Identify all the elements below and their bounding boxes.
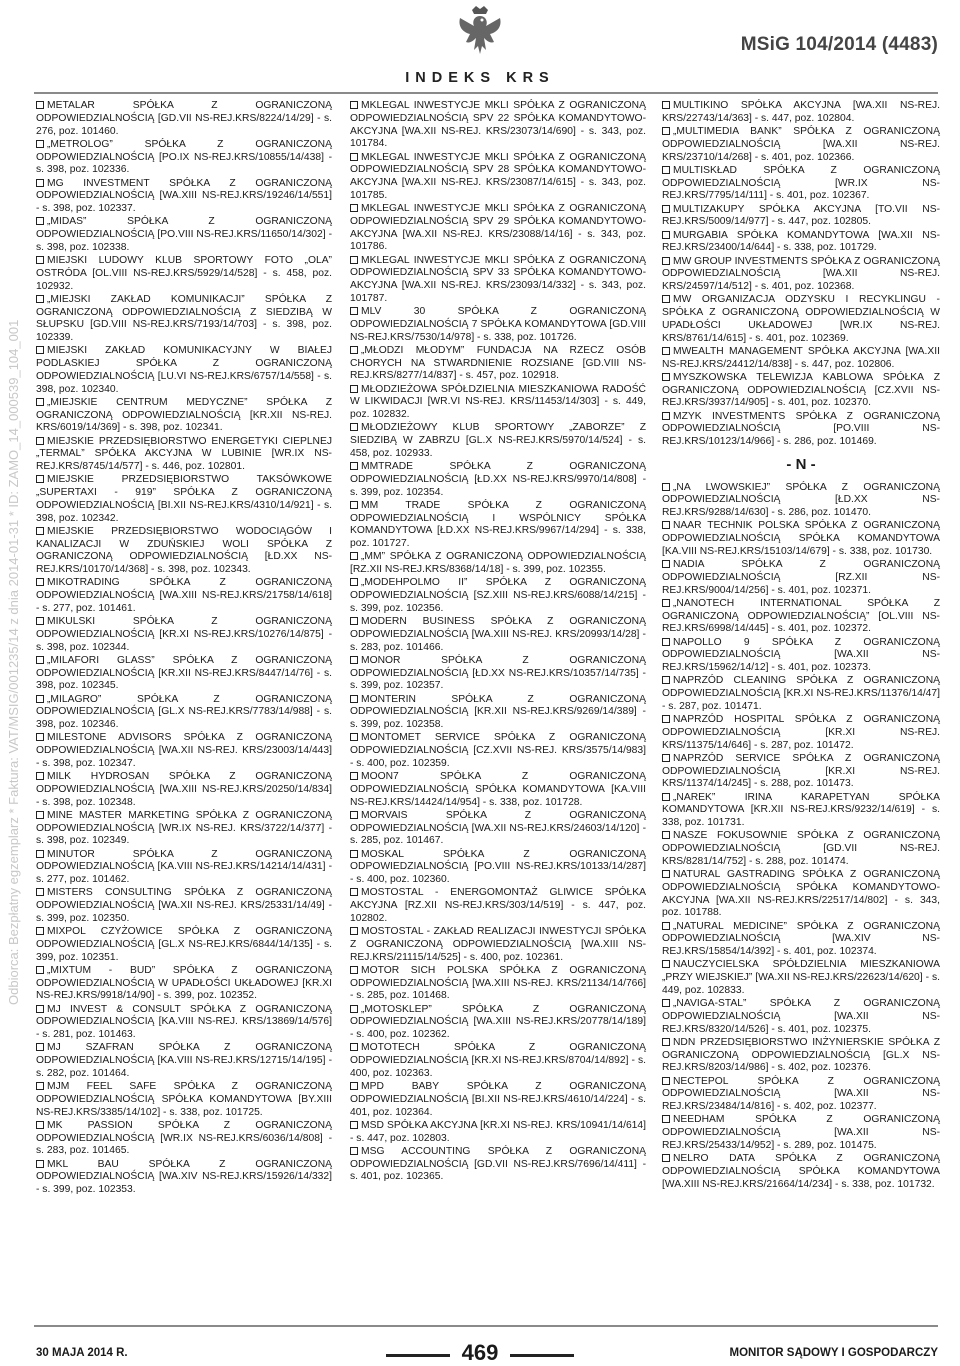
checkbox-bullet-icon bbox=[662, 521, 670, 529]
index-entry bbox=[662, 165, 940, 203]
checkbox-bullet-icon bbox=[662, 166, 670, 174]
index-entry bbox=[662, 792, 940, 830]
checkbox-bullet-icon bbox=[36, 811, 44, 819]
entry-text: NAPRZÓD HOSPITAL SPÓŁKA Z OGRANICZONĄ ODPOWIEDZIALNOŚCIĄ [KR.XI NS-REJ. KRS/11375/14/646] - s. 287, poz. 101472. bbox=[662, 714, 940, 751]
index-entry bbox=[350, 1146, 646, 1184]
entry-text: MSD SPÓŁKA AKCYJNA [KR.XI NS-REJ. KRS/10941/14/614] - s. 447, poz. 102803. bbox=[350, 1119, 646, 1144]
checkbox-bullet-icon bbox=[662, 231, 670, 239]
entry-text: „MIXTUM - BUD” SPÓŁKA Z OGRANICZONĄ ODPOWIEDZIALNOŚCIĄ W UPADŁOŚCI UKŁADOWEJ [KR.XI NS-REJ.KRS/9918/14/90] - s. 399, poz. 102352. bbox=[36, 964, 332, 1002]
checkbox-bullet-icon bbox=[36, 179, 44, 187]
entry-text: „MOTOSKLEP” SPÓŁKA Z OGRANICZONĄ ODPOWIEDZIALNOŚCIĄ [WA.XIII NS-REJ.KRS/20778/14/189] - s. 400, poz. 102362. bbox=[350, 1003, 646, 1040]
checkbox-bullet-icon bbox=[662, 999, 670, 1007]
entry-text: MIEJSKIE PRZEDSIĘBIORSTWO ENERGETYKI CIEPLNEJ „TERMAL” SPÓŁKA AKCYJNA W LUBINIE [WR.IX NS-REJ.KRS/8745/14/577] - s. 446, poz. 102801. bbox=[36, 435, 332, 472]
checkbox-bullet-icon bbox=[350, 850, 358, 858]
checkbox-bullet-icon bbox=[662, 560, 670, 568]
checkbox-bullet-icon bbox=[350, 578, 358, 586]
entry-text: MKLEGAL INWESTYCJE MKLI SPÓŁKA Z OGRANICZONĄ ODPOWIEDZIALNOŚCIĄ SPV 28 SPÓŁKA KOMANDYTOWO-AKCYJNA [WA.XII NS-REJ. KRS/23087/14/615] - s. 343, poz. 101785. bbox=[350, 151, 646, 201]
index-entry bbox=[36, 1159, 332, 1197]
index-entry bbox=[350, 694, 646, 732]
checkbox-bullet-icon bbox=[350, 101, 358, 109]
entry-text: „NA LWOWSKIEJ” SPÓŁKA Z OGRANICZONĄ ODPOWIEDZIALNOŚCIĄ [ŁD.XX NS-REJ.KRS/9288/14/630] - s. 286, poz. 101470. bbox=[662, 481, 940, 518]
index-entry bbox=[36, 577, 332, 615]
index-entry bbox=[36, 616, 332, 654]
index-entry bbox=[36, 474, 332, 525]
entry-text: MONTERIN SPÓŁKA Z OGRANICZONĄ ODPOWIEDZIALNOŚCIĄ [KR.XII NS-REJ.KRS/9269/14/389] - s. 399, poz. 102358. bbox=[350, 693, 646, 730]
checkbox-bullet-icon bbox=[36, 850, 44, 858]
index-entry bbox=[36, 178, 332, 216]
index-entry bbox=[350, 422, 646, 460]
checkbox-bullet-icon bbox=[350, 772, 358, 780]
index-entry bbox=[350, 887, 646, 925]
checkbox-bullet-icon bbox=[350, 733, 358, 741]
index-entry bbox=[662, 126, 940, 164]
entry-text: MZYK INVESTMENTS SPÓŁKA Z OGRANICZONĄ ODPOWIEDZIALNOŚCIĄ [PO.VIII NS-REJ.KRS/10123/14/966] - s. 286, poz. 101469. bbox=[662, 410, 940, 447]
checkbox-bullet-icon bbox=[662, 676, 670, 684]
index-entry bbox=[36, 926, 332, 964]
entry-text: MKLEGAL INWESTYCJE MKLI SPÓŁKA Z OGRANICZONĄ ODPOWIEDZIALNOŚCIĄ SPV 33 SPÓŁKA KOMANDYTOWO-AKCYJNA [WA.XII NS-REJ. KRS/23093/14/332] - s. 343, poz. 101787. bbox=[350, 254, 646, 304]
index-column-1 bbox=[36, 100, 332, 1197]
checkbox-bullet-icon bbox=[662, 922, 670, 930]
index-entry bbox=[662, 559, 940, 597]
checkbox-bullet-icon bbox=[36, 927, 44, 935]
checkbox-bullet-icon bbox=[662, 1115, 670, 1123]
polish-eagle-emblem-icon bbox=[452, 2, 508, 62]
index-entry bbox=[36, 965, 332, 1003]
entry-text: NATURAL GASTRADING SPÓŁKA Z OGRANICZONĄ ODPOWIEDZIALNOŚCIĄ SPÓŁKA KOMANDYTOWO-AKCYJNA [WA.XII NS-REJ.KRS/22517/14/802] - s. 343, poz. 101788. bbox=[662, 869, 940, 919]
index-entry bbox=[36, 1120, 332, 1158]
index-entry bbox=[350, 1004, 646, 1042]
index-entry bbox=[36, 345, 332, 396]
checkbox-bullet-icon bbox=[662, 599, 670, 607]
page-dash-right bbox=[510, 1354, 574, 1357]
index-entry bbox=[662, 921, 940, 959]
index-entry bbox=[662, 598, 940, 636]
checkbox-bullet-icon bbox=[36, 1082, 44, 1090]
index-entry bbox=[36, 732, 332, 770]
checkbox-bullet-icon bbox=[350, 423, 358, 431]
entry-text: NAPRZÓD SERVICE SPÓŁKA Z OGRANICZONĄ ODPOWIEDZIALNOŚCIĄ [KR.XI NS-REJ. KRS/11374/14/245] - s. 288, poz. 101473. bbox=[662, 752, 940, 790]
entry-text: NAAR TECHNIK POLSKA SPÓŁKA Z OGRANICZONĄ ODPOWIEDZIALNOŚCIĄ SPÓŁKA KOMANDYTOWA [KA.VIII NS-REJ.KRS/15103/14/679] - s. 338, poz. 101730. bbox=[662, 520, 940, 557]
entry-text: MOON7 SPÓŁKA Z OGRANICZONĄ ODPOWIEDZIALNOŚCIĄ SPÓŁKA KOMANDYTOWA [KA.VIII NS-REJ.KRS/14424/14/954] - s. 338, poz. 101728. bbox=[350, 771, 646, 808]
index-entry bbox=[36, 1081, 332, 1119]
index-entry bbox=[36, 526, 332, 577]
checkbox-bullet-icon bbox=[350, 1043, 358, 1051]
entry-text: MOTOTECH SPÓŁKA Z OGRANICZONĄ ODPOWIEDZIALNOŚCIĄ [KR.XI NS-REJ.KRS/8704/14/892] - s. 400, poz. 102363. bbox=[350, 1042, 646, 1079]
checkbox-bullet-icon bbox=[36, 398, 44, 406]
checkbox-bullet-icon bbox=[662, 257, 670, 265]
index-entry bbox=[662, 1114, 940, 1152]
index-entry bbox=[662, 637, 940, 675]
entry-text: MINUTOR SPÓŁKA Z OGRANICZONĄ ODPOWIEDZIALNOŚCIĄ [KA.VIII NS-REJ.KRS/14214/14/431] - s. 277, poz. 101462. bbox=[36, 848, 332, 885]
index-entry bbox=[350, 577, 646, 615]
index-entry bbox=[36, 694, 332, 732]
checkbox-bullet-icon bbox=[662, 483, 670, 491]
index-entry bbox=[36, 655, 332, 693]
index-entry bbox=[350, 732, 646, 770]
entry-text: MURGABIA SPÓŁKA KOMANDYTOWA [WA.XII NS-REJ.KRS/23400/14/644] - s. 338, poz. 101729. bbox=[662, 229, 940, 254]
checkbox-bullet-icon bbox=[350, 695, 358, 703]
checkbox-bullet-icon bbox=[350, 1121, 358, 1129]
checkbox-bullet-icon bbox=[36, 966, 44, 974]
entry-text: MG INVESTMENT SPÓŁKA Z OGRANICZONĄ ODPOWIEDZIALNOŚCIĄ [WA.XIII NS-REJ.KRS/19246/14/551] - s. 398, poz. 102337. bbox=[36, 177, 332, 214]
checkbox-bullet-icon bbox=[662, 793, 670, 801]
entry-text: MM TRADE SPÓŁKA Z OGRANICZONĄ ODPOWIEDZIALNOŚCIĄ I WSPÓLNICY SPÓŁKA KOMANDYTOWA [ŁD.XX NS-REJ.KRS/9967/14/294] - s. 338, poz. 101727. bbox=[350, 499, 646, 549]
index-entry bbox=[36, 436, 332, 474]
checkbox-bullet-icon bbox=[36, 295, 44, 303]
index-entry bbox=[36, 100, 332, 138]
index-column-2 bbox=[350, 100, 646, 1185]
checkbox-bullet-icon bbox=[662, 373, 670, 381]
checkbox-bullet-icon bbox=[662, 715, 670, 723]
index-entry bbox=[350, 255, 646, 306]
checkbox-bullet-icon bbox=[662, 412, 670, 420]
entry-text: MOTOR SICH POLSKA SPÓŁKA Z OGRANICZONĄ ODPOWIEDZIALNOŚCIĄ [WA.XIII NS-REJ. KRS/21134/14/766] - s. 285, poz. 101468. bbox=[350, 964, 646, 1002]
checkbox-bullet-icon bbox=[350, 811, 358, 819]
entry-text: NELRO DATA SPÓŁKA Z OGRANICZONĄ ODPOWIEDZIALNOŚCIĄ SPÓŁKA KOMANDYTOWA [WA.XIII NS-REJ.KRS/21664/14/234] - s. 338, poz. 101732. bbox=[662, 1153, 940, 1190]
entry-text: MINE MASTER MARKETING SPÓŁKA Z OGRANICZONĄ ODPOWIEDZIALNOŚCIĄ [WR.IX NS-REJ. KRS/3722/14/377] - s. 398, poz. 102349. bbox=[36, 809, 332, 847]
entry-text: „NANOTECH INTERNATIONAL SPÓŁKA Z OGRANICZONĄ ODPOWIEDZIALNOŚCIĄ” [OL.VIII NS-REJ.KRS/6998/14/445] - s. 401, poz. 102372. bbox=[662, 597, 940, 635]
entry-text: MIEJSKI LUDOWY KLUB SPORTOWY FOTO „OLA” OSTRÓDA [OL.VIII NS-REJ.KRS/5929/14/528] - s. 458, poz. 102932. bbox=[36, 255, 332, 292]
entry-text: „MŁODZI MŁODYM” FUNDACJA NA RZECZ OSÓB CHORYCH NA STWARDNIENIE ROZSIANE [GD.VIII NS-REJ.KRS/8277/14/837] - s. 457, poz. 102918. bbox=[350, 344, 646, 382]
checkbox-bullet-icon bbox=[662, 205, 670, 213]
checkbox-bullet-icon bbox=[36, 140, 44, 148]
entry-text: MOSTOSTAL - ENERGOMONTAŻ GLIWICE SPÓŁKA AKCYJNA [RZ.XII NS-REJ.KRS/303/14/519] - s. 447, poz. 102802. bbox=[350, 887, 646, 924]
index-entry bbox=[662, 1153, 940, 1191]
index-entry bbox=[350, 551, 646, 577]
entry-text: MMTRADE SPÓŁKA Z OGRANICZONĄ ODPOWIEDZIALNOŚCIĄ [ŁD.XX NS-REJ.KRS/9970/14/808] - s. 399, poz. 102354. bbox=[350, 461, 646, 498]
index-entry bbox=[350, 500, 646, 551]
entry-text: NAPOLLO 9 SPÓŁKA Z OGRANICZONĄ ODPOWIEDZIALNOŚCIĄ [WA.XII NS-REJ.KRS/15962/14/12] - s. 401, poz. 102373. bbox=[662, 636, 940, 673]
entry-text: MWEALTH MANAGEMENT SPÓŁKA AKCYJNA [WA.XII NS-REJ.KRS/24412/14/838] - s. 447, poz. 102806. bbox=[662, 345, 940, 370]
entry-text: MILK HYDROSAN SPÓŁKA Z OGRANICZONĄ ODPOWIEDZIALNOŚCIĄ [WA.XIII NS-REJ.KRS/20250/14/834] - s. 398, poz. 102348. bbox=[36, 771, 332, 808]
index-entry bbox=[662, 1076, 940, 1114]
entry-text: MONTOMET SERVICE SPÓŁKA Z OGRANICZONĄ ODPOWIEDZIALNOŚCIĄ [CZ.XVII NS-REJ. KRS/3575/14/983] - s. 400, poz. 102359. bbox=[350, 732, 646, 769]
index-entry bbox=[662, 520, 940, 558]
index-entry bbox=[36, 1042, 332, 1080]
checkbox-bullet-icon bbox=[350, 462, 358, 470]
index-entry bbox=[662, 204, 940, 230]
index-entry bbox=[350, 849, 646, 887]
entry-text: „MIEJSKI ZAKŁAD KOMUNIKACJI” SPÓŁKA Z OGRANICZONĄ ODPOWIEDZIALNOŚCIĄ Z SIEDZIBĄ W SŁUPSKU [GD.VIII NS-REJ.KRS/7193/14/703] - s. 398, poz. 102339. bbox=[36, 293, 332, 343]
index-entry bbox=[662, 998, 940, 1036]
entry-text: MJ SZAFRAN SPÓŁKA Z OGRANICZONĄ ODPOWIEDZIALNOŚCIĄ [KA.VIII NS-REJ.KRS/12715/14/195] - s. 282, poz. 101464. bbox=[36, 1042, 332, 1079]
checkbox-bullet-icon bbox=[350, 346, 358, 354]
bottom-divider bbox=[34, 1325, 938, 1327]
entry-text: MSG ACCOUNTING SPÓŁKA Z OGRANICZONĄ ODPOWIEDZIALNOŚCIĄ [GD.VII NS-REJ.KRS/7696/14/411] - s. 401, poz. 102365. bbox=[350, 1145, 646, 1183]
checkbox-bullet-icon bbox=[36, 1043, 44, 1051]
checkbox-bullet-icon bbox=[36, 656, 44, 664]
entry-text: NASZE FOKUSOWNIE SPÓŁKA Z OGRANICZONĄ ODPOWIEDZIALNOŚCIĄ [GD.VII NS-REJ. KRS/8281/14/752] - s. 288, poz. 101474. bbox=[662, 830, 940, 867]
entry-text: MIXPOL CZYŻOWICE SPÓŁKA Z OGRANICZONĄ ODPOWIEDZIALNOŚCIĄ [GL.X NS-REJ.KRS/6844/14/135] - s. 399, poz. 102351. bbox=[36, 926, 332, 963]
checkbox-bullet-icon bbox=[662, 1038, 670, 1046]
entry-text: NAPRZÓD CLEANING SPÓŁKA Z OGRANICZONĄ ODPOWIEDZIALNOŚCIĄ [KR.XI NS-REJ.KRS/11376/14/47] - s. 287, poz. 101471. bbox=[662, 675, 940, 712]
checkbox-bullet-icon bbox=[350, 617, 358, 625]
entry-text: MPD BABY SPÓŁKA Z OGRANICZONĄ ODPOWIEDZIALNOŚCIĄ [BI.XII NS-REJ.KRS/4610/14/224] - s. 401, poz. 102364. bbox=[350, 1081, 646, 1118]
checkbox-bullet-icon bbox=[662, 127, 670, 135]
top-divider bbox=[34, 92, 938, 94]
entry-text: METALAR SPÓŁKA Z OGRANICZONĄ ODPOWIEDZIALNOŚCIĄ [GD.VII NS-REJ.KRS/8224/14/29] - s. 276, poz. 101460. bbox=[36, 100, 332, 137]
entry-text: „MILAFORI GLASS” SPÓŁKA Z OGRANICZONĄ ODPOWIEDZIALNOŚCIĄ [KR.XII NS-REJ.KRS/8447/14/76] - s. 398, poz. 102345. bbox=[36, 654, 332, 692]
index-title: INDEKS KRS bbox=[405, 70, 555, 86]
index-entry bbox=[350, 384, 646, 422]
entry-text: MONOR SPÓŁKA Z OGRANICZONĄ ODPOWIEDZIALNOŚCIĄ [ŁD.XX NS-REJ.KRS/10357/14/735] - s. 399, poz. 102357. bbox=[350, 654, 646, 692]
checkbox-bullet-icon bbox=[662, 347, 670, 355]
index-entry bbox=[36, 1004, 332, 1042]
checkbox-bullet-icon bbox=[36, 256, 44, 264]
entry-text: „MILAGRO” SPÓŁKA Z OGRANICZONĄ ODPOWIEDZIALNOŚCIĄ [GL.X NS-REJ.KRS/7783/14/988] - s. 398, poz. 102346. bbox=[36, 693, 332, 730]
issue-date: 30 MAJA 2014 R. bbox=[36, 1347, 128, 1359]
checkbox-bullet-icon bbox=[36, 1160, 44, 1168]
index-entry bbox=[662, 230, 940, 256]
entry-text: MILESTONE ADVISORS SPÓŁKA Z OGRANICZONĄ ODPOWIEDZIALNOŚCIĄ [WA.XII NS-REJ. KRS/23003/14/443] - s. 398, poz. 102347. bbox=[36, 732, 332, 769]
entry-text: MIKOTRADING SPÓŁKA Z OGRANICZONĄ ODPOWIEDZIALNOŚCIĄ [WA.XIII NS-REJ.KRS/21758/14/618] - s. 277, poz. 101461. bbox=[36, 577, 332, 614]
entry-text: „METROLOG” SPÓŁKA Z OGRANICZONĄ ODPOWIEDZIALNOŚCIĄ [PO.IX NS-REJ.KRS/10855/14/438] - s. 398, poz. 102336. bbox=[36, 138, 332, 176]
checkbox-bullet-icon bbox=[662, 638, 670, 646]
checkbox-bullet-icon bbox=[662, 831, 670, 839]
checkbox-bullet-icon bbox=[36, 733, 44, 741]
checkbox-bullet-icon bbox=[36, 475, 44, 483]
checkbox-bullet-icon bbox=[350, 307, 358, 315]
index-entry bbox=[662, 869, 940, 920]
checkbox-bullet-icon bbox=[662, 870, 670, 878]
checkbox-bullet-icon bbox=[36, 1121, 44, 1129]
index-entry bbox=[36, 294, 332, 345]
checkbox-bullet-icon bbox=[350, 1082, 358, 1090]
index-entry bbox=[36, 139, 332, 177]
checkbox-bullet-icon bbox=[36, 578, 44, 586]
index-entry bbox=[350, 100, 646, 151]
entry-text: NEEDHAM SPÓŁKA Z OGRANICZONĄ ODPOWIEDZIALNOŚCIĄ [WA.XII NS-REJ.KRS/25433/14/952] - s. 289, poz. 101475. bbox=[662, 1114, 940, 1151]
index-entry bbox=[662, 753, 940, 791]
index-entry bbox=[350, 771, 646, 809]
index-entry bbox=[36, 255, 332, 293]
checkbox-bullet-icon bbox=[36, 437, 44, 445]
entry-text: MW ORGANIZACJA ODZYSKU I RECYKLINGU - SPÓŁKA Z OGRANICZONĄ ODPOWIEDZIALNOŚCIĄ W UPADŁOŚCI UKŁADOWEJ [WR.IX NS-REJ. KRS/8761/14/615] - s. 401, poz. 102369. bbox=[662, 294, 940, 344]
entry-text: NADIA SPÓŁKA Z OGRANICZONĄ ODPOWIEDZIALNOŚCIĄ [RZ.XII NS-REJ.KRS/9004/14/256] - s. 401, poz. 102371. bbox=[662, 559, 940, 596]
entry-text: „MULTIMEDIA BANK” SPÓŁKA Z OGRANICZONĄ ODPOWIEDZIALNOŚCIĄ [WA.XII NS-REJ. KRS/23710/14/268] - s. 401, poz. 102366. bbox=[662, 126, 940, 163]
checkbox-bullet-icon bbox=[350, 153, 358, 161]
index-entry bbox=[662, 1037, 940, 1075]
index-entry bbox=[36, 887, 332, 925]
checkbox-bullet-icon bbox=[350, 1005, 358, 1013]
checkbox-bullet-icon bbox=[350, 1147, 358, 1155]
checkbox-bullet-icon bbox=[36, 217, 44, 225]
entry-text: MISTERS CONSULTING SPÓŁKA Z OGRANICZONĄ ODPOWIEDZIALNOŚCIĄ [WA.XII NS-REJ. KRS/25331/14/49] - s. 399, poz. 102350. bbox=[36, 887, 332, 924]
index-column-3 bbox=[662, 100, 940, 1192]
entry-text: MOSKAL SPÓŁKA Z OGRANICZONĄ ODPOWIEDZIALNOŚCIĄ [PO.VIII NS-REJ.KRS/10133/14/287] - s. 400, poz. 102360. bbox=[350, 848, 646, 885]
index-entry bbox=[662, 482, 940, 520]
checkbox-bullet-icon bbox=[350, 552, 358, 560]
index-entry bbox=[662, 411, 940, 449]
checkbox-bullet-icon bbox=[36, 617, 44, 625]
entry-text: MK PASSION SPÓŁKA Z OGRANICZONĄ ODPOWIEDZIALNOŚCIĄ [WR.IX NS-REJ.KRS/6036/14/808] - s. 283, poz. 101465. bbox=[36, 1119, 332, 1157]
entry-text: MJ INVEST & CONSULT SPÓŁKA Z OGRANICZONĄ ODPOWIEDZIALNOŚCIĄ [KA.VIII NS-REJ. KRS/13869/14/576] - s. 281, poz. 101463. bbox=[36, 1003, 332, 1040]
index-entry bbox=[350, 1081, 646, 1119]
index-entry bbox=[662, 959, 940, 997]
checkbox-bullet-icon bbox=[350, 385, 358, 393]
checkbox-bullet-icon bbox=[350, 656, 358, 664]
entry-text: MULTIKINO SPÓŁKA AKCYJNA [WA.XII NS-REJ. KRS/22743/14/363] - s. 447, poz. 102804. bbox=[662, 100, 940, 124]
entry-text: MLV 30 SPÓŁKA Z OGRANICZONĄ ODPOWIEDZIALNOŚCIĄ 7 SPÓŁKA KOMANDYTOWA [GD.VIII NS-REJ.KRS/7530/14/978] - s. 338, poz. 101726. bbox=[350, 306, 646, 343]
entry-text: NECTEPOL SPÓŁKA Z OGRANICZONĄ ODPOWIEDZIALNOŚCIĄ [WA.XII NS-REJ.KRS/23484/14/816] - s. 402, poz. 102377. bbox=[662, 1075, 940, 1112]
index-entry bbox=[662, 294, 940, 345]
index-entry bbox=[350, 810, 646, 848]
index-entry bbox=[36, 771, 332, 809]
index-entry bbox=[350, 203, 646, 254]
entry-text: „MIDAS” SPÓŁKA Z OGRANICZONĄ ODPOWIEDZIALNOŚCIĄ [PO.VIII NS-REJ.KRS/11650/14/302] - s. 398, poz. 102338. bbox=[36, 216, 332, 253]
entry-text: MKL BAU SPÓŁKA Z OGRANICZONĄ ODPOWIEDZIALNOŚCIĄ [WA.XIV NS-REJ.KRS/15926/14/332] - s. 399, poz. 102353. bbox=[36, 1158, 332, 1195]
index-entry bbox=[662, 346, 940, 372]
index-entry bbox=[350, 1120, 646, 1146]
checkbox-bullet-icon bbox=[662, 1077, 670, 1085]
entry-text: MKLEGAL INWESTYCJE MKLI SPÓŁKA Z OGRANICZONĄ ODPOWIEDZIALNOŚCIĄ SPV 22 SPÓŁKA KOMANDYTOWO-AKCYJNA [WA.XII NS-REJ. KRS/23073/14/690] - s. 343, poz. 101784. bbox=[350, 100, 646, 150]
checkbox-bullet-icon bbox=[36, 695, 44, 703]
entry-text: MIEJSKI ZAKŁAD KOMUNIKACYJNY W BIAŁEJ PODLASKIEJ SPÓŁKA Z OGRANICZONĄ ODPOWIEDZIALNOŚCIĄ [LU.VI NS-REJ.KRS/6757/14/558] - s. 398, poz. 102340. bbox=[36, 345, 332, 395]
entry-text: MJM FEEL SAFE SPÓŁKA Z OGRANICZONĄ ODPOWIEDZIALNOŚCIĄ SPÓŁKA KOMANDYTOWA [BY.XIII NS-REJ.KRS/3385/14/102] - s. 338, poz. 101725. bbox=[36, 1081, 332, 1118]
index-entry bbox=[662, 100, 940, 126]
entry-text: „NAREK” IRINA KARAPETYAN SPÓŁKA KOMANDYTOWA [KR.XII NS-REJ.KRS/9232/14/619] - s. 338, poz. 101731. bbox=[662, 791, 940, 828]
entry-text: MULTIZAKUPY SPÓŁKA AKCYJNA [TO.VII NS-REJ.KRS/5009/14/977] - s. 447, poz. 102805. bbox=[662, 203, 940, 228]
index-entry bbox=[662, 830, 940, 868]
entry-text: MKLEGAL INWESTYCJE MKLI SPÓŁKA Z OGRANICZONĄ ODPOWIEDZIALNOŚCIĄ SPV 29 SPÓŁKA KOMANDYTOWO-AKCYJNA [WA.XII NS-REJ. KRS/23088/14/16] - s. 343, poz. 101786. bbox=[350, 203, 646, 253]
checkbox-bullet-icon bbox=[350, 256, 358, 264]
checkbox-bullet-icon bbox=[36, 346, 44, 354]
entry-text: MW GROUP INVESTMENTS SPÓŁKA Z OGRANICZONĄ ODPOWIEDZIALNOŚCIĄ [WA.XII NS-REJ. KRS/24597/14/512] - s. 401, poz. 102368. bbox=[662, 255, 940, 292]
entry-text: MYSZKOWSKA TELEWIZJA KABLOWA SPÓŁKA Z OGRANICZONĄ ODPOWIEDZIALNOŚCIĄ [CZ.XVII NS-REJ.KRS/3937/14/905] - s. 401, poz. 102370. bbox=[662, 371, 940, 409]
checkbox-bullet-icon bbox=[350, 966, 358, 974]
publisher-name: MONITOR SĄDOWY I GOSPODARCZY bbox=[729, 1347, 938, 1359]
checkbox-bullet-icon bbox=[350, 927, 358, 935]
publication-issue: MSiG 104/2014 (4483) bbox=[740, 34, 938, 55]
index-entry bbox=[662, 372, 940, 410]
index-entry bbox=[36, 849, 332, 887]
index-entry bbox=[350, 965, 646, 1003]
checkbox-bullet-icon bbox=[36, 1005, 44, 1013]
page-number: 469 bbox=[461, 1340, 499, 1365]
entry-text: MULTISKŁAD SPÓŁKA Z OGRANICZONĄ ODPOWIEDZIALNOŚCIĄ [WR.IX NS-REJ.KRS/7795/14/111] - s. 401, poz. 102367. bbox=[662, 164, 940, 202]
entry-text: MODERN BUSINESS SPÓŁKA Z OGRANICZONĄ ODPOWIEDZIALNOŚCIĄ [WA.XIII NS-REJ. KRS/20993/14/28] - s. 283, poz. 101466. bbox=[350, 616, 646, 653]
entry-text: MOSTOSTAL - ZAKŁAD REALIZACJI INWESTYCJI SPÓŁKA Z OGRANICZONĄ ODPOWIEDZIALNOŚCIĄ [WA.XIII NS-REJ.KRS/21115/14/525] - s. 400, poz. 102361. bbox=[350, 926, 646, 963]
index-entry bbox=[662, 714, 940, 752]
checkbox-bullet-icon bbox=[350, 204, 358, 212]
index-entry bbox=[36, 216, 332, 254]
entry-text: MŁODZIEŻOWA SPÓŁDZIELNIA MIESZKANIOWA RADOŚĆ W LIKWIDACJI [WR.VI NS-REJ. KRS/11453/14/303] - s. 449, poz. 102832. bbox=[350, 383, 646, 420]
entry-text: MIEJSKIE PRZEDSIĘBIORSTWO TAKSÓWKOWE „SUPERTAXI - 919” SPÓŁKA Z OGRANICZONĄ ODPOWIEDZIALNOŚCIĄ [BI.XII NS-REJ.KRS/4310/14/921] - s. 398, poz. 102342. bbox=[36, 474, 332, 524]
entry-text: NAUCZYCIELSKA SPÓŁDZIELNIA MIESZKANIOWA „PRZY WIEJSKIEJ” [WA.XII NS-REJ.KRS/22623/14/620] - s. 449, poz. 102833. bbox=[662, 959, 940, 996]
checkbox-bullet-icon bbox=[662, 101, 670, 109]
index-entry bbox=[662, 675, 940, 713]
entry-text: „MIEJSKIE CENTRUM MEDYCZNE” SPÓŁKA Z OGRANICZONĄ ODPOWIEDZIALNOŚCIĄ [KR.XII NS-REJ. KRS/6019/14/369] - s. 398, poz. 102341. bbox=[36, 396, 332, 434]
checkbox-bullet-icon bbox=[36, 888, 44, 896]
entry-text: „MODEHPOLMO II” SPÓŁKA Z OGRANICZONĄ ODPOWIEDZIALNOŚCIĄ [SZ.XIII NS-REJ.KRS/6088/14/215] - s. 399, poz. 102356. bbox=[350, 577, 646, 614]
index-entry bbox=[350, 306, 646, 344]
entry-text: MIKULSKI SPÓŁKA Z OGRANICZONĄ ODPOWIEDZIALNOŚCIĄ [KR.XI NS-REJ.KRS/10276/14/875] - s. 398, poz. 102344. bbox=[36, 616, 332, 653]
index-entry bbox=[662, 256, 940, 294]
index-entry bbox=[36, 397, 332, 435]
checkbox-bullet-icon bbox=[350, 501, 358, 509]
checkbox-bullet-icon bbox=[662, 295, 670, 303]
checkbox-bullet-icon bbox=[662, 754, 670, 762]
checkbox-bullet-icon bbox=[36, 527, 44, 535]
index-entry bbox=[36, 810, 332, 848]
index-entry bbox=[350, 152, 646, 203]
checkbox-bullet-icon bbox=[36, 101, 44, 109]
checkbox-bullet-icon bbox=[36, 772, 44, 780]
entry-text: „MM” SPÓŁKA Z OGRANICZONĄ ODPOWIEDZIALNOŚCIĄ [RZ.XII NS-REJ.KRS/8368/14/18] - s. 399, poz. 102355. bbox=[350, 551, 646, 575]
entry-text: MŁODZIEŻOWY KLUB SPORTOWY „ZABORZE” Z SIEDZIBĄ W ZABRZU [GL.X NS-REJ.KRS/5970/14/524] - s. 458, poz. 102933. bbox=[350, 422, 646, 459]
index-entry bbox=[350, 345, 646, 383]
checkbox-bullet-icon bbox=[350, 888, 358, 896]
entry-text: NDN PRZEDSIĘBIORSTWO INŻYNIERSKIE SPÓŁKA Z OGRANICZONĄ ODPOWIEDZIALNOŚCIĄ [GL.X NS-REJ.KRS/8203/14/986] - s. 402, poz. 102376. bbox=[662, 1036, 940, 1074]
entry-text: MORVAIS SPÓŁKA Z OGRANICZONĄ ODPOWIEDZIALNOŚCIĄ [WA.XII NS-REJ.KRS/24603/14/120] - s. 285, poz. 101467. bbox=[350, 809, 646, 847]
index-entry bbox=[350, 1042, 646, 1080]
index-entry bbox=[350, 926, 646, 964]
index-entry bbox=[350, 461, 646, 499]
index-entry bbox=[350, 655, 646, 693]
entry-text: „NATURAL MEDICINE” SPÓŁKA Z OGRANICZONĄ ODPOWIEDZIALNOŚCIĄ [WA.XIV NS-REJ.KRS/15854/14/392] - s. 401, poz. 102374. bbox=[662, 920, 940, 957]
index-entry bbox=[350, 616, 646, 654]
checkbox-bullet-icon bbox=[662, 960, 670, 968]
entry-text: MIEJSKIE PRZEDSIĘBIORSTWO WODOCIĄGÓW I KANALIZACJI W ZDUŃSKIEJ WOLI SPÓŁKA Z OGRANICZONĄ ODPOWIEDZIALNOŚCIĄ [ŁD.XX NS-REJ.KRS/10170/14/368] - s. 398, poz. 102343. bbox=[36, 525, 332, 575]
section-letter-heading: - N - bbox=[786, 455, 816, 473]
checkbox-bullet-icon bbox=[662, 1154, 670, 1162]
entry-text: „NAVIGA-STAL” SPÓŁKA Z OGRANICZONĄ ODPOWIEDZIALNOŚCIĄ [WA.XII NS-REJ.KRS/8320/14/526] - s. 401, poz. 102375. bbox=[662, 998, 940, 1035]
